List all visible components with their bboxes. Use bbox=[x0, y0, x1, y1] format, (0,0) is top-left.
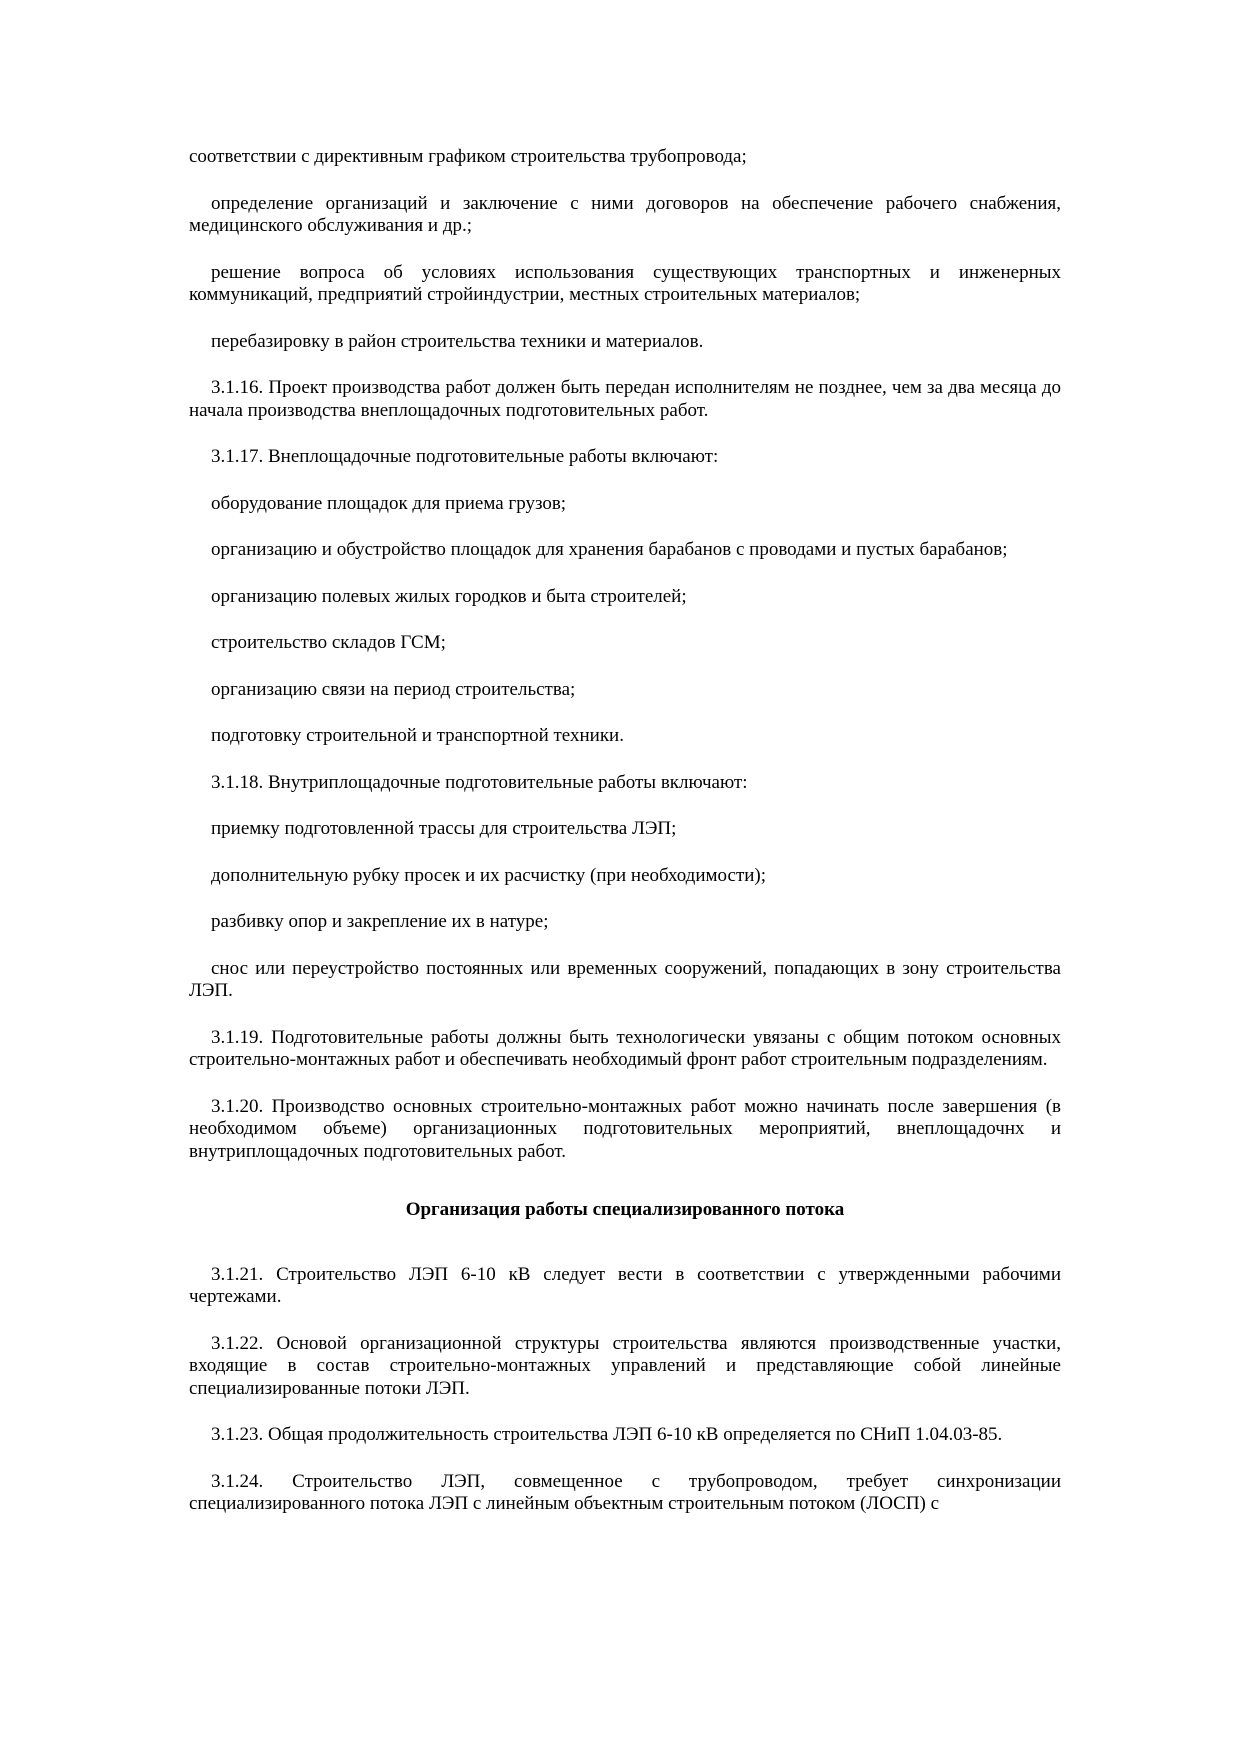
clause-3-1-22: 3.1.22. Основой организационной структуры строительства являются производственные участки, входящие в состав строительно-монтажных управлений и представляющие собой линейные специализированные потоки ЛЭП. bbox=[189, 1332, 1061, 1399]
clause-3-1-19: 3.1.19. Подготовительные работы должны быть технологически увязаны с общим потоком основных строительно-монтажных работ и обеспечивать необходимый фронт работ строительным подразделениям. bbox=[189, 1026, 1061, 1070]
list-item: подготовку строительной и транспортной техники. bbox=[211, 725, 624, 746]
list-item: снос или переустройство постоянных или временных сооружений, попадающих в зону строительства ЛЭП. bbox=[189, 957, 1061, 1001]
paragraph: решение вопроса об условиях использования существующих транспортных и инженерных коммуникаций, предприятий стройиндустрии, местных строительных материалов; bbox=[189, 261, 1061, 305]
clause-3-1-24: 3.1.24. Строительство ЛЭП, совмещенное с трубопроводом, требует синхронизации специализированного потока ЛЭП с линейным объектным строительным потоком (ЛОСП) с bbox=[189, 1470, 1061, 1514]
list-item: строительство складов ГСМ; bbox=[211, 632, 446, 653]
clause-3-1-16: 3.1.16. Проект производства работ должен быть передан исполнителям не позднее, чем за два месяца до начала производства внеплощадочных подготовительных работ. bbox=[189, 377, 1061, 421]
paragraph: перебазировку в район строительства техники и материалов. bbox=[211, 330, 704, 352]
clause-3-1-18: 3.1.18. Внутриплощадочные подготовительные работы включают: bbox=[211, 771, 748, 793]
list-item: оборудование площадок для приема грузов; bbox=[211, 492, 567, 514]
clause-3-1-23: 3.1.23. Общая продолжительность строительства ЛЭП 6-10 кВ определяется по СНиП 1.04.03-85. bbox=[211, 1424, 1003, 1445]
section-heading: Организация работы специализированного потока bbox=[405, 1199, 845, 1220]
paragraph: определение организаций и заключение с ними договоров на обеспечение рабочего снабжения, медицинского обслуживания и др.; bbox=[189, 192, 1061, 236]
list-item: разбивку опор и закрепление их в натуре; bbox=[211, 911, 549, 932]
list-item: дополнительную рубку просек и их расчистку (при необходимости); bbox=[211, 864, 767, 886]
clause-3-1-21: 3.1.21. Строительство ЛЭП 6-10 кВ следует вести в соответствии с утвержденными рабочими чертежами. bbox=[189, 1263, 1061, 1307]
list-item: организацию и обустройство площадок для хранения барабанов с проводами и пустых барабанов; bbox=[211, 539, 1008, 560]
list-item: организацию связи на период строительства; bbox=[211, 678, 576, 700]
list-item: приемку подготовленной трассы для строительства ЛЭП; bbox=[211, 818, 677, 839]
clause-3-1-17: 3.1.17. Внеплощадочные подготовительные работы включают: bbox=[211, 446, 719, 467]
list-item: организацию полевых жилых городков и быта строителей; bbox=[211, 585, 687, 607]
paragraph: соответствии с директивным графиком строительства трубопровода; bbox=[189, 146, 747, 167]
document-page bbox=[189, 146, 1061, 1516]
clause-3-1-20: 3.1.20. Производство основных строительно-монтажных работ можно начинать после завершения (в необходимом объеме) организационных подготовительных мероприятий, внеплощадочнх и внутриплощадочных подготовительных работ. bbox=[189, 1095, 1061, 1162]
